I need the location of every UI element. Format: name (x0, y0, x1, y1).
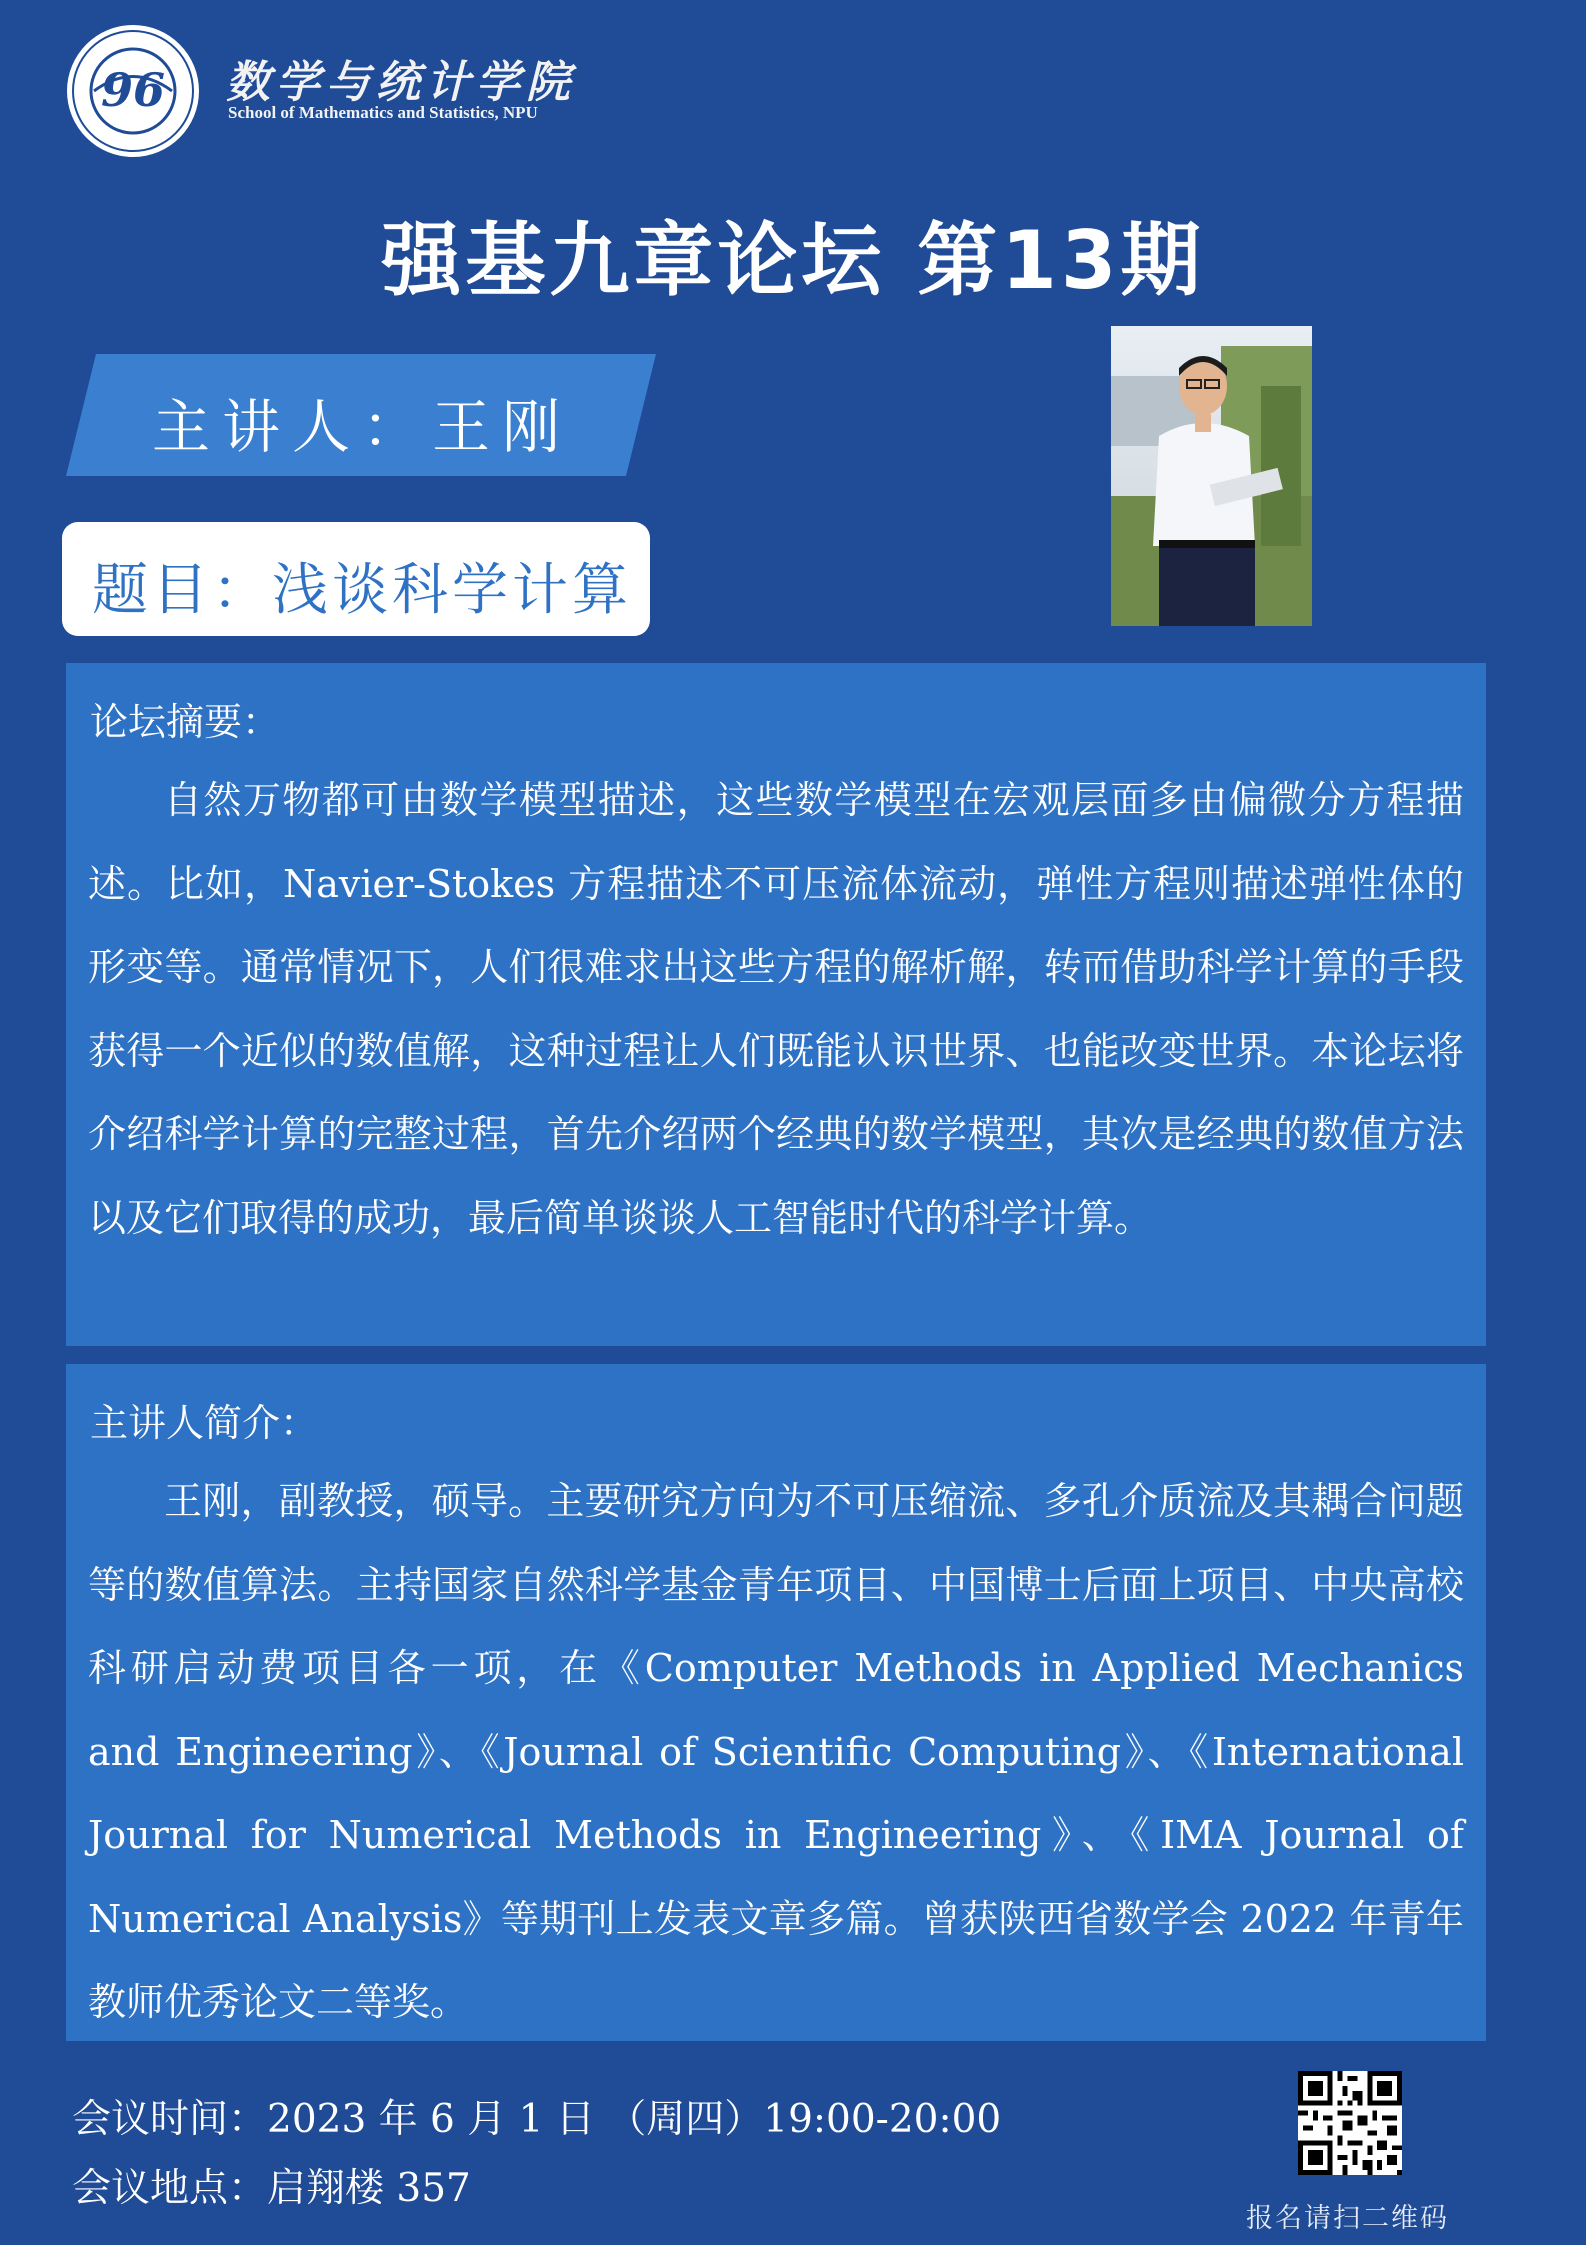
abstract-heading: 论坛摘要： (90, 700, 281, 744)
bio-body: 王刚，副教授，硕导。主要研究方向为不可压缩流、多孔介质流及其耦合问题等的数值算法。主持国家自然科学基金青年项目、中国博士后面上项目、中央高校科研启动费项目各一项，在《Computer Methods in Applied Mechanics and Engineering》、《Journal of Scientific Computing》、《International Journal for Numerical Methods in Engineering》、《IMA Journal of Numerical Analysis》等期刊上发表文章多篇。曾获陕西省数学会 2022 年青年教师优秀论文二等奖。 (88, 1479, 1464, 2024)
abstract-body: 自然万物都可由数学模型描述，这些数学模型在宏观层面多由偏微分方程描述。比如，Navier-Stokes 方程描述不可压流体流动，弹性方程则描述弹性体的形变等。通常情况下，人们很难求出这些方程的解析解，转而借助科学计算的手段获得一个近似的数值解，这种过程让人们既能认识世界、也能改变世界。本论坛将介绍科学计算的完整过程，首先介绍两个经典的数学模型，其次是经典的数值方法以及它们取得的成功，最后简单谈谈人工智能时代的科学计算。 (88, 778, 1464, 1240)
abstract-panel (66, 663, 1486, 1346)
speaker-photo (1111, 326, 1312, 626)
school-logo-icon (64, 22, 202, 160)
speaker-banner (66, 354, 656, 476)
forum-title: 强基九章论坛 第13期 (381, 214, 1205, 307)
meeting-time: 会议时间：2023 年 6 月 1 日 （周四）19:00-20:00 (72, 2097, 1002, 2142)
topic-title: 题目：浅谈科学计算 (92, 558, 632, 623)
qr-caption: 报名请扫二维码 (1246, 2203, 1449, 2234)
school-name-cn: 数学与统计学院 (226, 57, 576, 108)
school-name-en: School of Mathematics and Statistics, NPU (228, 103, 538, 122)
bio-panel (66, 1364, 1486, 2041)
speaker-name: 主讲人：王刚 (152, 393, 573, 461)
qr-code-icon[interactable] (1298, 2071, 1402, 2175)
topic-box (62, 522, 650, 636)
bio-heading: 主讲人简介： (90, 1401, 319, 1445)
meeting-place: 会议地点：启翔楼 357 (72, 2166, 471, 2211)
svg-text:96: 96 (100, 63, 166, 117)
